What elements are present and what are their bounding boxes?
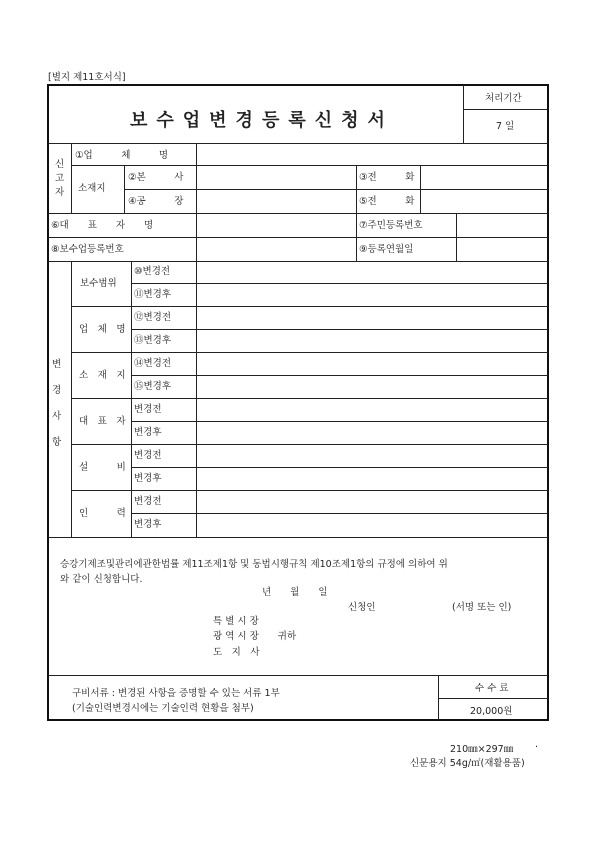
location-label: 소재지 xyxy=(78,183,106,194)
change-before-label: ⑫변경전 xyxy=(134,312,172,323)
processing-value: 7 일 xyxy=(496,121,515,132)
statement-date: 년 월 일 xyxy=(262,587,328,598)
row-line xyxy=(124,189,548,190)
processing-label: 처리기간 xyxy=(485,93,522,104)
change-after-label: ⑮변경후 xyxy=(134,381,172,392)
header-bottom xyxy=(48,143,548,144)
row-line xyxy=(48,675,548,676)
change-before-label: ⑩변경전 xyxy=(134,266,171,277)
border-right xyxy=(547,84,549,721)
fee-value: 20,000원 xyxy=(470,706,513,717)
row-line xyxy=(71,306,548,307)
change-after-label: 변경후 xyxy=(134,427,162,438)
change-group-name: 소 재 지 xyxy=(79,370,126,381)
col-line xyxy=(420,165,421,213)
sign-label: (서명 또는 인) xyxy=(452,602,512,613)
row-line xyxy=(48,237,548,238)
row-line xyxy=(71,490,548,491)
row-line xyxy=(71,444,548,445)
change-group-name: 대 표 자 xyxy=(79,416,126,427)
processing-line xyxy=(463,109,547,110)
row-line xyxy=(131,329,548,330)
row-line xyxy=(438,698,548,699)
statement-line1: 승강기제조및관리에관한법률 제11조제1항 및 동법시행규칙 제10조제1항의 규정에 의하여 위 xyxy=(60,559,448,570)
applicant-side-divider xyxy=(71,143,72,213)
change-before-label: 변경전 xyxy=(134,450,162,461)
form-title: 보수업변경등록신청서 xyxy=(130,110,394,131)
change-group-name: 인 력 xyxy=(79,508,126,519)
processing-divider xyxy=(463,85,464,143)
change-after-label: 변경후 xyxy=(134,519,162,530)
col-line xyxy=(131,261,132,537)
border-bottom xyxy=(47,719,549,721)
bullet-dot: · xyxy=(535,742,539,753)
changes-side-label: 변 경 사 항 xyxy=(52,359,62,448)
row-line xyxy=(71,352,548,353)
change-after-label: ⑪변경후 xyxy=(134,289,172,300)
col-line xyxy=(196,261,197,537)
phone1-label: ③전 화 xyxy=(359,172,415,183)
form-code: [별지 제11호서식] xyxy=(48,72,126,83)
change-before-label: ⑭변경전 xyxy=(134,358,172,369)
documents-line1: 구비서류 : 변경된 사항을 증명할 수 있는 서류 1부 xyxy=(72,688,280,699)
row-line xyxy=(131,421,548,422)
change-before-label: 변경전 xyxy=(134,404,162,415)
mayor-line2: 광 역 시 장 귀하 xyxy=(213,631,297,642)
row-line xyxy=(48,261,548,262)
paper-size: 210㎜×297㎜ xyxy=(450,744,514,755)
col-line xyxy=(71,261,72,537)
factory-label: ④공 장 xyxy=(128,196,184,207)
row-line xyxy=(131,513,548,514)
mayor-line3: 도 지 사 xyxy=(213,647,260,658)
change-group-name: 설 비 xyxy=(79,462,126,473)
row-line xyxy=(131,467,548,468)
phone2-label: ⑤전 화 xyxy=(359,196,415,207)
col-line xyxy=(196,143,197,213)
border-left xyxy=(47,84,49,721)
statement-line2: 와 같이 신청합니다. xyxy=(60,574,143,585)
row-line xyxy=(71,165,548,166)
applicant-label: 신청인 xyxy=(348,602,376,613)
rep-name-label: ⑥대 표 자 명 xyxy=(51,220,154,231)
border-top xyxy=(47,84,549,86)
row-line xyxy=(71,398,548,399)
company-name-label: ①업 체 명 xyxy=(75,150,169,161)
fee-label: 수 수 료 xyxy=(475,683,509,694)
row-line xyxy=(48,537,548,538)
applicant-side-label: 신 고 자 xyxy=(55,159,65,198)
row-line xyxy=(48,213,548,214)
reg-date-label: ⑨등록연월일 xyxy=(359,244,414,255)
change-before-label: 변경전 xyxy=(134,496,162,507)
reg-no-label: ⑧보수업등록번호 xyxy=(51,244,124,255)
row-line xyxy=(131,375,548,376)
resident-no-label: ⑦주민등록번호 xyxy=(359,220,423,231)
change-after-label: 변경후 xyxy=(134,473,162,484)
change-after-label: ⑬변경후 xyxy=(134,335,172,346)
change-group-name: 보수범위 xyxy=(80,278,117,289)
head-office-label: ②본 사 xyxy=(128,172,184,183)
documents-line2: (기술인력변경시에는 기술인력 현황을 첨부) xyxy=(72,703,254,714)
mayor-line1: 특 별 시 장 xyxy=(213,616,259,627)
change-group-name: 업 체 명 xyxy=(79,324,126,335)
paper-type: 신문용지 54g/㎡(재활용품) xyxy=(410,758,525,769)
row-line xyxy=(131,283,548,284)
